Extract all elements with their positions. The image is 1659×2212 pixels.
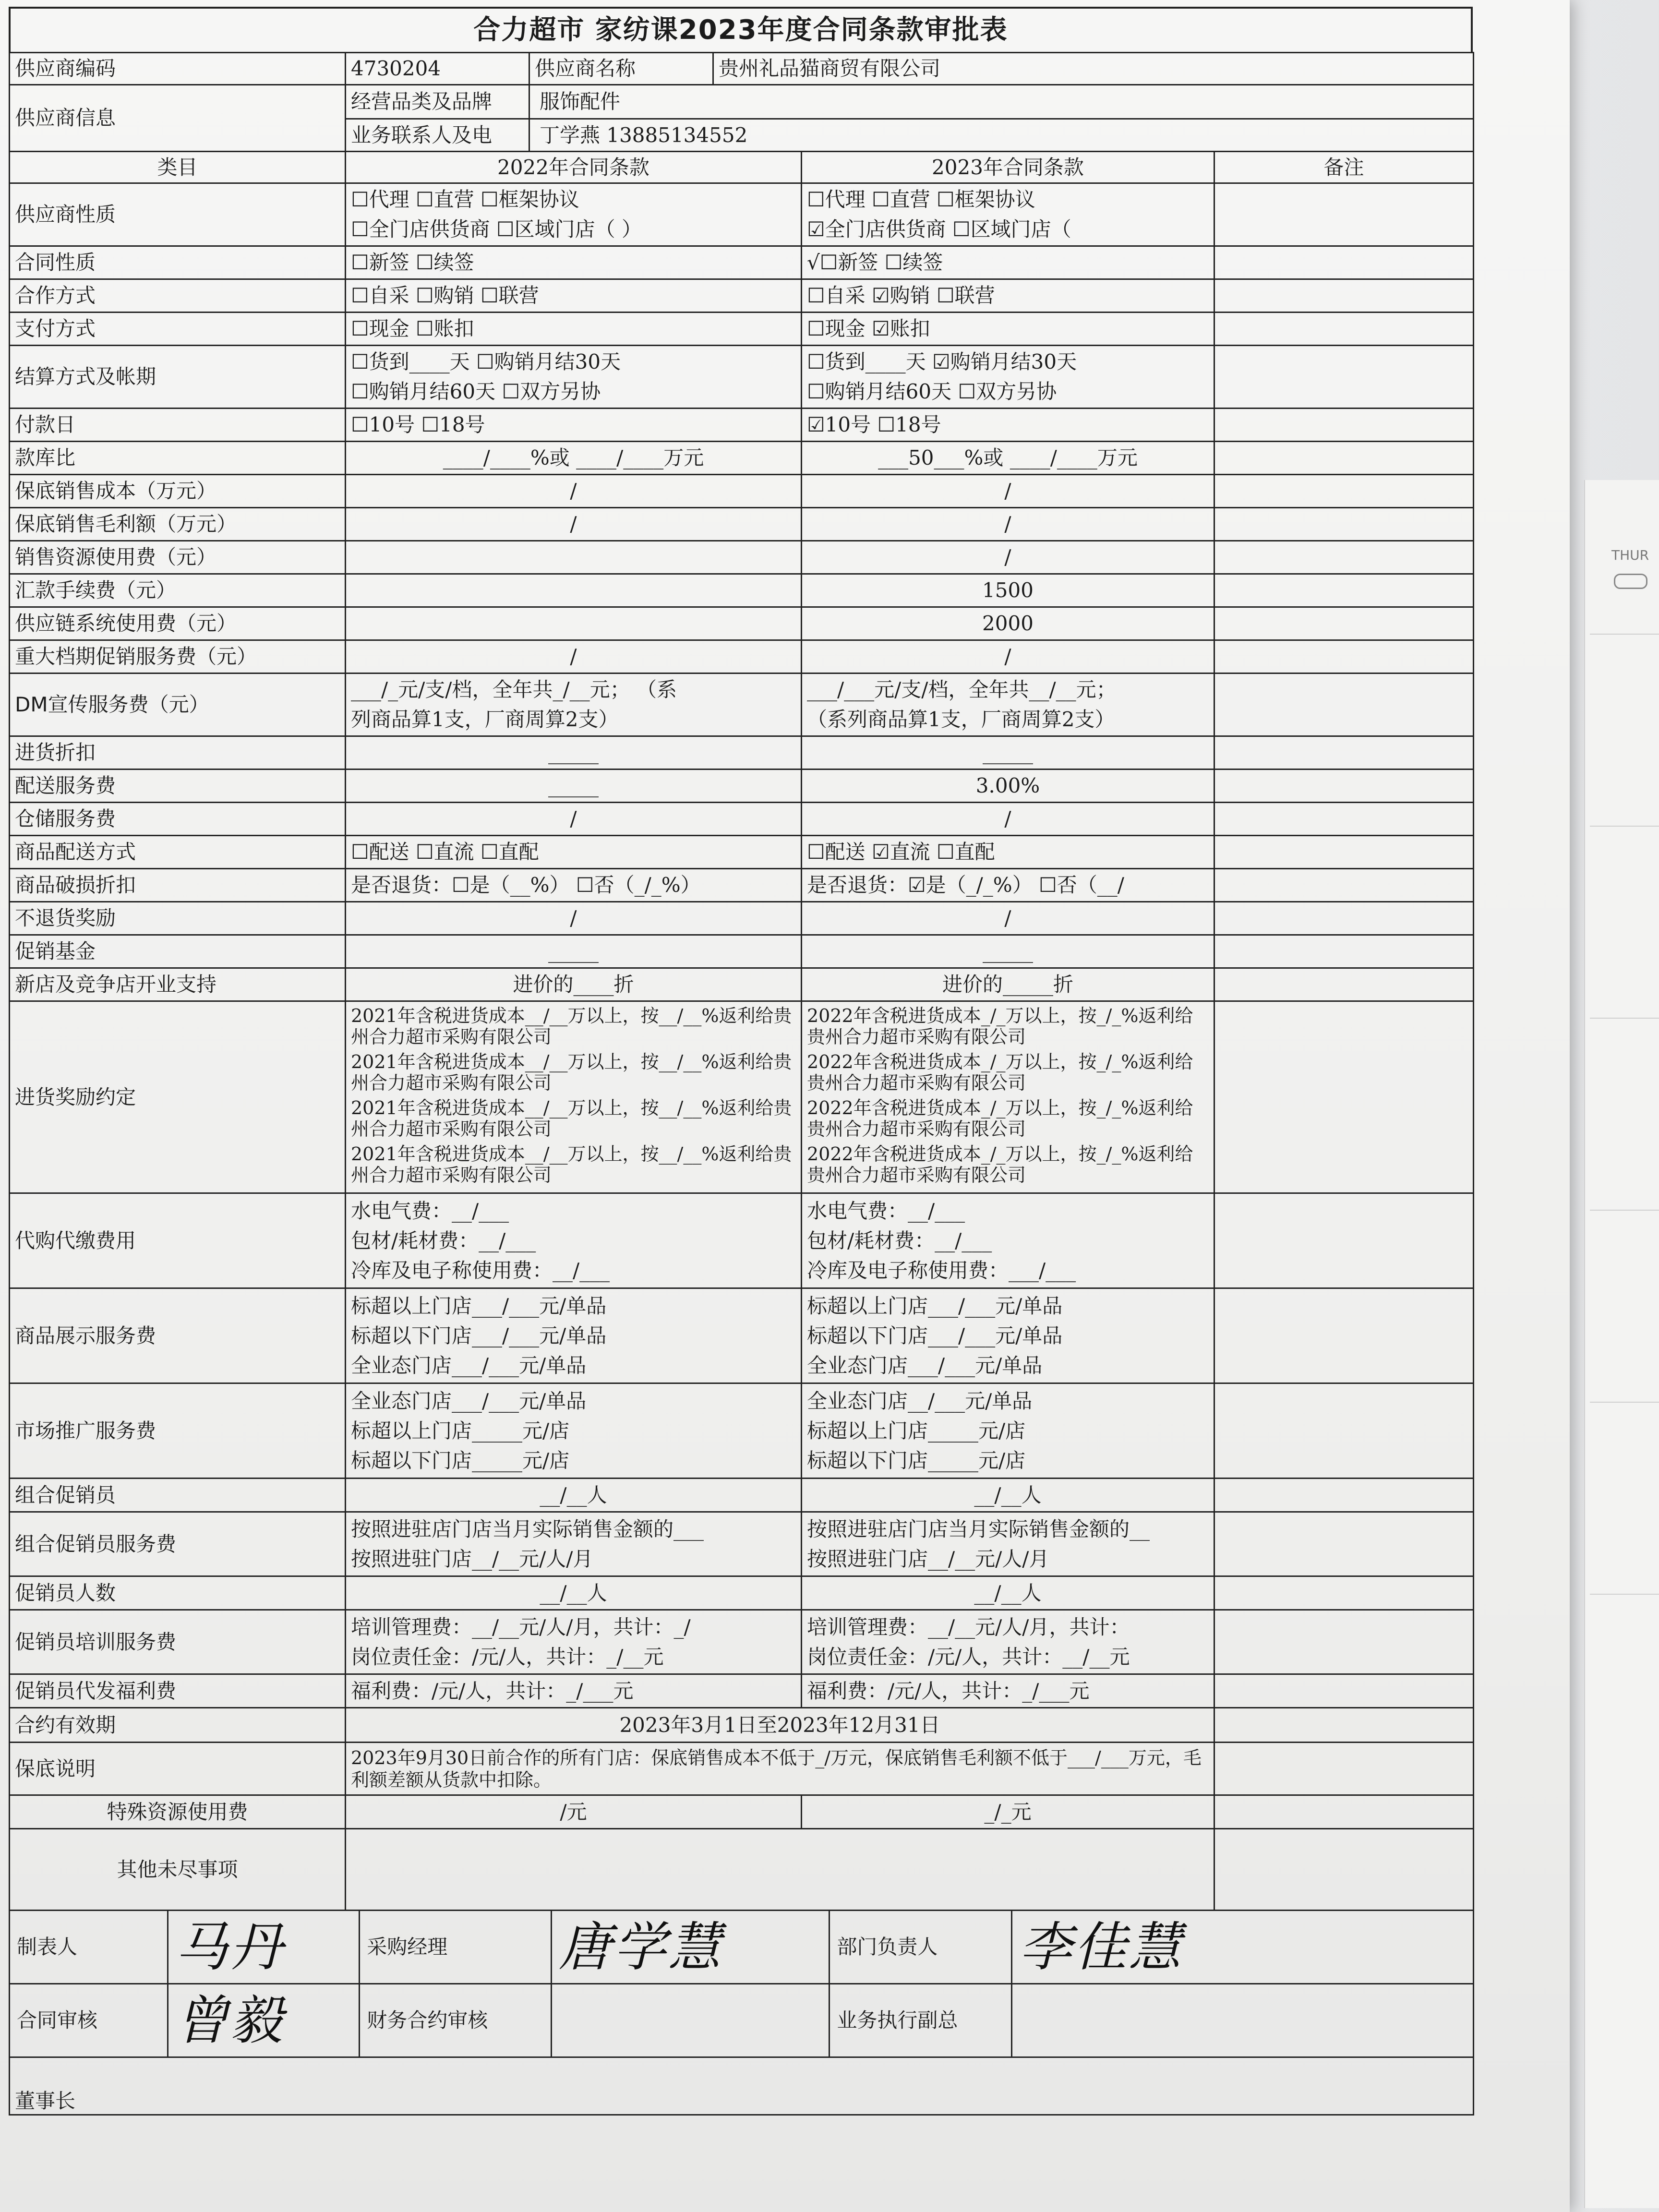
cell-line: 培训管理费：__/__元/人/月，共计：_/ (351, 1615, 691, 1639)
cell-value (802, 607, 1214, 640)
remark-cell (1214, 640, 1474, 673)
cell-value (802, 313, 1214, 346)
remark-cell (1214, 442, 1474, 475)
cell-value (346, 836, 802, 869)
cell-line: 进价的_____折 (942, 973, 1073, 996)
remark-cell (1214, 1610, 1474, 1674)
cell-value (802, 640, 1214, 673)
cell-value (346, 640, 802, 673)
cell-line (351, 542, 796, 572)
contact-label: 业务联系人及电 (346, 120, 530, 151)
row-label: 保底销售成本（万元） (10, 475, 346, 508)
row-label: 新店及竞争店开业支持 (10, 968, 346, 1001)
remark-cell (1214, 968, 1474, 1001)
cell-line: ☐货到____天 ☐购销月结30天 (351, 350, 621, 373)
cell-value (802, 1288, 1214, 1383)
form-table (9, 52, 1474, 2116)
supplier-name: 贵州礼品猫商贸有限公司 (719, 57, 941, 80)
row-label: 不退货奖励 (10, 902, 346, 935)
cell-value (802, 183, 1214, 246)
cell-value (346, 313, 802, 346)
cell-value (802, 1383, 1214, 1479)
remark-cell (1214, 1001, 1474, 1193)
cell-value (802, 869, 1214, 902)
cell-line: _____ (548, 939, 599, 963)
cell-line: ____/____%或 ____/____万元 (443, 446, 704, 469)
span-value: 2023年9月30日前合作的所有门店：保底销售成本不低于_/万元，保底销售毛利额不低于___/___万元，毛利额差额从货款中扣除。 (346, 1743, 1214, 1795)
cell-value (346, 1795, 802, 1829)
supplier-name-label: 供应商名称 (530, 53, 714, 84)
cell-value (346, 935, 802, 968)
cell-line: ☐代理 ☐直营 ☐框架协议 (807, 188, 1035, 211)
cell-line: ☑10号 ☐18号 (807, 413, 941, 436)
row-label: 支付方式 (10, 313, 346, 346)
cell-value (346, 246, 802, 279)
cell-value (346, 607, 802, 640)
row-label: 促销员培训服务费 (10, 1610, 346, 1674)
row-label: 汇款手续费（元） (10, 574, 346, 607)
cell-value (346, 736, 802, 769)
cell-value (346, 1288, 802, 1383)
remark-cell (1214, 1708, 1474, 1743)
remark-cell (1214, 508, 1474, 541)
remark-cell (1214, 475, 1474, 508)
cell-value (346, 902, 802, 935)
cell-line: （系列商品算1支，厂商周算2支） (807, 708, 1115, 731)
cell-value (346, 508, 802, 541)
cell-line: / (1004, 479, 1011, 503)
cell-value (802, 673, 1214, 736)
cell-value (802, 1001, 1214, 1193)
remark-cell (1214, 1193, 1474, 1288)
cell-value (802, 574, 1214, 607)
cell-value (346, 769, 802, 803)
side-notebook (1584, 480, 1659, 2208)
cell-value (802, 1795, 1214, 1829)
cell-value (802, 475, 1214, 508)
cell-line: 全业态门店___/___元/单品 (351, 1389, 587, 1413)
cell-line: ☐现金 ☑账扣 (807, 317, 930, 340)
signoff-label: 采购经理 (360, 1911, 552, 1983)
remark-cell (1214, 1674, 1474, 1708)
cell-line: 1500 (982, 578, 1034, 602)
remark-cell (1214, 346, 1474, 409)
row-label: 保底销售毛利额（万元） (10, 508, 346, 541)
cell-line: 冷库及电子称使用费：__/___ (351, 1258, 610, 1282)
row-label: 商品破损折扣 (10, 869, 346, 902)
row-label: 合作方式 (10, 279, 346, 313)
remark-cell (1214, 869, 1474, 902)
cell-line: / (570, 512, 577, 536)
remark-cell (1214, 183, 1474, 246)
cell-value (802, 1610, 1214, 1674)
remark-cell (1214, 246, 1474, 279)
chairman-row: 董事长 (10, 2057, 1474, 2115)
cell-line: ☐代理 ☐直营 ☐框架协议 (351, 188, 579, 211)
row-label: 重大档期促销服务费（元） (10, 640, 346, 673)
cell-line: 按照进驻门店__/__元/人/月 (807, 1547, 1049, 1571)
row-label: 保底说明 (10, 1743, 346, 1795)
cell-line: 包材/耗材费：__/___ (807, 1228, 992, 1252)
cell-line: __/__人 (974, 1483, 1042, 1507)
remark-cell (1214, 1288, 1474, 1383)
cell-line: ☐自采 ☑购销 ☐联营 (807, 284, 995, 307)
cell-value (802, 279, 1214, 313)
row-label: 促销基金 (10, 935, 346, 968)
cell-line: / (1004, 906, 1011, 930)
cell-value (802, 968, 1214, 1001)
cell-line: 福利费：/元/人，共计：_/___元 (351, 1679, 634, 1703)
cell-line: 标超以下门店_____元/店 (807, 1448, 1026, 1472)
cell-line: 2021年含税进货成本__/__万以上，按__/__%返利给贵州合力超市采购有限公司 (351, 1005, 792, 1047)
cell-value (346, 279, 802, 313)
cell-line: / (1004, 645, 1011, 668)
handwritten-signature (552, 1984, 830, 2056)
cell-line: 2021年含税进货成本__/__万以上，按__/__%返利给贵州合力超市采购有限公司 (351, 1097, 792, 1140)
handwritten-signature: 唐学慧 (552, 1911, 830, 1983)
handwritten-signature (1012, 1984, 1473, 2056)
cell-line: 岗位责任金：/元/人，共计：_/__元 (351, 1645, 664, 1669)
cell-value (346, 183, 802, 246)
cell-value (346, 409, 802, 442)
row-label: 商品展示服务费 (10, 1288, 346, 1383)
cell-value (802, 541, 1214, 574)
cell-value (346, 1576, 802, 1610)
row-label: 供应链系统使用费（元） (10, 607, 346, 640)
cell-line: 标超以下门店___/___元/单品 (351, 1323, 607, 1347)
row-label: 合约有效期 (10, 1708, 346, 1743)
signoff-row (10, 1911, 1474, 1984)
cell-line: / (570, 906, 577, 930)
cell-line: 标超以下门店_____元/店 (351, 1448, 570, 1472)
notebook-tab-icon (1614, 574, 1647, 589)
remark-cell (1214, 1512, 1474, 1576)
cell-value (346, 803, 802, 836)
supplier-code-label: 供应商编码 (10, 53, 346, 85)
header-2022: 2022年合同条款 (346, 152, 802, 183)
cell-line: 进价的____折 (513, 973, 634, 996)
cell-line: / (570, 645, 577, 668)
remark-cell (1214, 279, 1474, 313)
row-label: 销售资源使用费（元） (10, 541, 346, 574)
row-label: 商品配送方式 (10, 836, 346, 869)
cell-value (346, 1193, 802, 1288)
cell-line: 3.00% (975, 774, 1040, 797)
remark-cell (1214, 313, 1474, 346)
row-label: 其他未尽事项 (10, 1829, 346, 1911)
cell-line: 包材/耗材费：__/___ (351, 1228, 536, 1252)
cell-line: ☐自采 ☐购销 ☐联营 (351, 284, 539, 307)
cell-line: 标超以上门店_____元/店 (351, 1419, 570, 1443)
remark-cell (1214, 673, 1474, 736)
supplier-info-label: 供应商信息 (10, 85, 346, 152)
cell-line: _____ (983, 939, 1033, 963)
cell-line: ☐配送 ☑直流 ☐直配 (807, 840, 995, 864)
remark-cell (1214, 541, 1474, 574)
cell-value (802, 442, 1214, 475)
cell-line: 标超以上门店___/___元/单品 (807, 1294, 1063, 1318)
cell-line: 岗位责任金：/元/人，共计：__/__元 (807, 1645, 1130, 1669)
contact-value: 丁学燕 13885134552 (540, 123, 748, 147)
cell-line: ___/_元/支/档，全年共_/__元； （系 (351, 678, 677, 701)
cell-line: ___/___元/支/档，全年共__/__元； (807, 678, 1117, 701)
cell-line: 2000 (982, 612, 1034, 635)
signoff-row (10, 1984, 1474, 2057)
cell-value (802, 1674, 1214, 1708)
cell-line: 标超以上门店___/___元/单品 (351, 1294, 607, 1318)
signoff-label: 业务执行副总 (830, 1984, 1012, 2056)
cell-value (346, 968, 802, 1001)
cell-line: 标超以上门店_____元/店 (807, 1419, 1026, 1443)
row-label: 款库比 (10, 442, 346, 475)
row-label: 进货折扣 (10, 736, 346, 769)
cell-line: 2021年含税进货成本__/__万以上，按__/__%返利给贵州合力超市采购有限公司 (351, 1143, 792, 1186)
span-value: 2023年3月1日至2023年12月31日 (346, 1708, 1214, 1743)
cell-line: / (570, 807, 577, 830)
cell-value (802, 902, 1214, 935)
cell-line: 标超以下门店___/___元/单品 (807, 1323, 1063, 1347)
remark-cell (1214, 935, 1474, 968)
cell-line: ☐新签 ☐续签 (351, 251, 474, 274)
cell-line: / (1004, 545, 1011, 569)
cell-line: 培训管理费：__/__元/人/月，共计： (807, 1615, 1130, 1639)
remark-cell (1214, 1795, 1474, 1829)
cell-value (802, 935, 1214, 968)
remark-cell (1214, 409, 1474, 442)
cell-value (346, 1610, 802, 1674)
header-item: 类目 (10, 152, 346, 183)
category-value: 服饰配件 (540, 90, 621, 113)
cell-line: 2022年含税进货成本_/_万以上，按_/_%返利给贵州合力超市采购有限公司 (807, 1005, 1193, 1047)
row-label: 供应商性质 (10, 183, 346, 246)
row-label: 仓储服务费 (10, 803, 346, 836)
cell-line: 按照进驻店门店当月实际销售金额的__ (807, 1517, 1150, 1541)
row-label: 付款日 (10, 409, 346, 442)
span-value (346, 1829, 1214, 1911)
row-label: 市场推广服务费 (10, 1383, 346, 1479)
cell-line: 全业态门店___/___元/单品 (807, 1353, 1043, 1377)
cell-value (802, 736, 1214, 769)
row-label: 合同性质 (10, 246, 346, 279)
row-label: 组合促销员服务费 (10, 1512, 346, 1576)
cell-line: __/__人 (540, 1483, 607, 1507)
remark-cell (1214, 574, 1474, 607)
header-2023: 2023年合同条款 (802, 152, 1214, 183)
cell-line: 是否退货：☐是（__%） ☐否（_/_%） (351, 873, 701, 897)
row-label: 促销员人数 (10, 1576, 346, 1610)
remark-cell (1214, 1479, 1474, 1512)
remark-cell (1214, 1829, 1474, 1911)
remark-cell (1214, 769, 1474, 803)
cell-line (351, 576, 796, 605)
cell-value (346, 1479, 802, 1512)
cell-line: 2022年含税进货成本_/_万以上，按_/_%返利给贵州合力超市采购有限公司 (807, 1097, 1193, 1140)
cell-value (802, 1512, 1214, 1576)
cell-line: ☐全门店供货商 ☐区域门店（ ） (351, 217, 642, 241)
cell-value (346, 442, 802, 475)
cell-line: _____ (548, 774, 599, 797)
cell-line: 2022年含税进货成本_/_万以上，按_/_%返利给贵州合力超市采购有限公司 (807, 1143, 1193, 1186)
cell-line: 水电气费：__/___ (351, 1199, 509, 1223)
cell-line: __/__人 (974, 1581, 1042, 1605)
cell-value (346, 541, 802, 574)
remark-cell (1214, 836, 1474, 869)
form-title: 合力超市 家纺课2023年度合同条款审批表 (9, 7, 1473, 52)
cell-line: ☐10号 ☐18号 (351, 413, 485, 436)
signoff-label: 合同审核 (10, 1984, 168, 2056)
cell-line: ☐货到____天 ☑购销月结30天 (807, 350, 1077, 373)
row-label: DM宣传服务费（元） (10, 673, 346, 736)
cell-line: 按照进驻店门店当月实际销售金额的___ (351, 1517, 704, 1541)
cell-value (346, 475, 802, 508)
row-label: 配送服务费 (10, 769, 346, 803)
remark-cell (1214, 1576, 1474, 1610)
cell-value (802, 409, 1214, 442)
cell-value (346, 869, 802, 902)
cell-value (802, 803, 1214, 836)
cell-line: 是否退货：☑是（_/_%） ☐否（__/ (807, 873, 1124, 897)
category-label: 经营品类及品牌 (346, 85, 530, 118)
cell-line: 全业态门店__/___元/单品 (807, 1389, 1033, 1413)
signoff-label: 制表人 (10, 1911, 168, 1983)
cell-value (346, 1674, 802, 1708)
cell-line (351, 609, 796, 638)
row-label: 特殊资源使用费 (10, 1795, 346, 1829)
remark-cell (1214, 1743, 1474, 1795)
cell-value (802, 1193, 1214, 1288)
cell-value (802, 1479, 1214, 1512)
cell-line: 按照进驻门店__/__元/人/月 (351, 1547, 593, 1571)
cell-value (346, 1512, 802, 1576)
cell-line: ___50___%或 ____/____万元 (878, 446, 1138, 469)
cell-line: 2022年含税进货成本_/_万以上，按_/_%返利给贵州合力超市采购有限公司 (807, 1051, 1193, 1094)
handwritten-signature: 李佳慧 (1019, 1916, 1183, 1978)
remark-cell (1214, 1383, 1474, 1479)
cell-value (346, 574, 802, 607)
cell-line: ☐购销月结60天 ☐双方另协 (351, 380, 601, 403)
signoff-label: 部门负责人 (830, 1911, 1012, 1983)
handwritten-signature: 马丹 (168, 1911, 361, 1983)
cell-line: 2021年含税进货成本__/__万以上，按__/__%返利给贵州合力超市采购有限公司 (351, 1051, 792, 1094)
cell-value (346, 346, 802, 409)
cell-line: / (1004, 512, 1011, 536)
cell-line: ☐配送 ☐直流 ☐直配 (351, 840, 539, 864)
cell-line: _____ (983, 741, 1033, 764)
cell-line: / (1004, 807, 1011, 830)
remark-cell (1214, 607, 1474, 640)
cell-line: 冷库及电子称使用费：___/___ (807, 1258, 1076, 1282)
cell-line: 福利费：/元/人，共计：_/___元 (807, 1679, 1090, 1703)
cell-value (802, 346, 1214, 409)
row-label: 进货奖励约定 (10, 1001, 346, 1193)
handwritten-signature: 曾毅 (168, 1984, 361, 2056)
cell-line: √☐新签 ☐续签 (807, 251, 943, 274)
cell-line: ☐购销月结60天 ☐双方另协 (807, 380, 1057, 403)
header-remark: 备注 (1214, 152, 1474, 183)
cell-line: ☑全门店供货商 ☐区域门店（ (807, 217, 1071, 241)
cell-line: _/_元 (984, 1800, 1032, 1824)
supplier-code: 4730204 (346, 53, 530, 84)
cell-line: __/__人 (540, 1581, 607, 1605)
cell-value (346, 673, 802, 736)
signoff-label: 财务合约审核 (360, 1984, 552, 2056)
row-label: 促销员代发福利费 (10, 1674, 346, 1708)
cell-value (802, 1576, 1214, 1610)
cell-value (346, 1001, 802, 1193)
side-notebook-text: THUR (1611, 547, 1649, 563)
cell-line: 全业态门店___/___元/单品 (351, 1353, 587, 1377)
cell-line: 列商品算1支，厂商周算2支） (351, 708, 619, 731)
cell-value (802, 769, 1214, 803)
cell-value (802, 246, 1214, 279)
remark-cell (1214, 803, 1474, 836)
cell-value (346, 1383, 802, 1479)
remark-cell (1214, 902, 1474, 935)
cell-line: / (570, 479, 577, 503)
remark-cell (1214, 736, 1474, 769)
cell-value (802, 508, 1214, 541)
row-label: 结算方式及帐期 (10, 346, 346, 409)
row-label: 代购代缴费用 (10, 1193, 346, 1288)
row-label: 组合促销员 (10, 1479, 346, 1512)
cell-line: 水电气费：__/___ (807, 1199, 965, 1223)
cell-line: _____ (548, 741, 599, 764)
cell-value (802, 836, 1214, 869)
cell-line: ☐现金 ☐账扣 (351, 317, 474, 340)
cell-line: /元 (560, 1800, 587, 1824)
approval-form (9, 7, 1473, 2116)
